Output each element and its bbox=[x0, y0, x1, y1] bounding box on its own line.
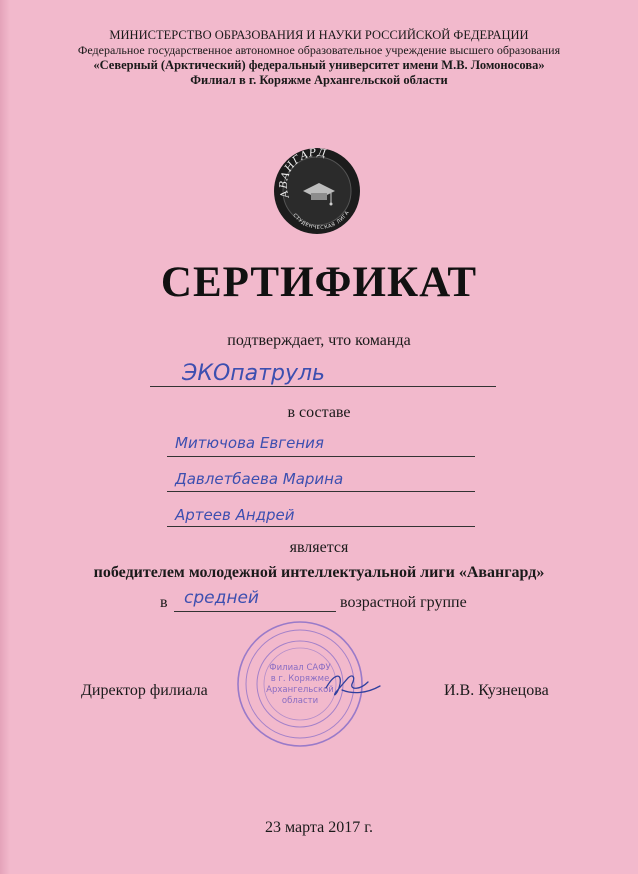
logo-title: АВАНГАРД bbox=[277, 146, 328, 200]
member-1-underline bbox=[167, 456, 475, 457]
group-prefix: в bbox=[160, 594, 168, 611]
stamp-line-2: в г. Коряжме bbox=[270, 674, 330, 684]
confirms-text: подтверждает, что команда bbox=[227, 332, 411, 349]
certificate-title: СЕРТИФИКАТ bbox=[160, 259, 478, 306]
director-name: И.В. Кузнецова bbox=[444, 682, 549, 699]
ministry-name: МИНИСТЕРСТВО ОБРАЗОВАНИЯ И НАУКИ РОССИЙСКОЙ ФЕДЕРАЦИИ bbox=[109, 28, 529, 42]
university-name: «Северный (Арктический) федеральный университет имени М.В. Ломоносова» bbox=[93, 58, 545, 72]
stamp-line-3: Архангельской bbox=[266, 685, 334, 695]
director-label: Директор филиала bbox=[81, 682, 208, 699]
group-value: средней bbox=[184, 588, 259, 608]
member-1: Митючова Евгения bbox=[175, 434, 324, 452]
stamp-line-1: Филиал САФУ bbox=[269, 663, 331, 673]
member-3-underline bbox=[167, 526, 475, 527]
director-signature bbox=[322, 668, 382, 702]
group-suffix: возрастной группе bbox=[340, 594, 467, 611]
paper-edge-shadow bbox=[0, 0, 10, 874]
is-text: является bbox=[289, 539, 349, 556]
stamp-line-4: области bbox=[281, 696, 319, 706]
team-name: ЭКОпатруль bbox=[182, 361, 325, 386]
member-3: Артеев Андрей bbox=[175, 506, 295, 524]
branch-name: Филиал в г. Коряжме Архангельской области bbox=[190, 73, 448, 87]
header bbox=[0, 28, 638, 88]
issue-date: 23 марта 2017 г. bbox=[265, 819, 373, 836]
composition-text: в составе bbox=[287, 404, 351, 421]
team-underline bbox=[150, 386, 496, 387]
institution-type: Федеральное государственное автономное образовательное учреждение высшего образования bbox=[77, 43, 561, 57]
member-2-underline bbox=[167, 491, 475, 492]
avangard-logo bbox=[273, 135, 361, 245]
achievement-text: победителем молодежной интеллектуальной лиги «Авангард» bbox=[93, 564, 545, 581]
member-2: Давлетбаева Марина bbox=[175, 470, 344, 488]
group-underline bbox=[174, 611, 336, 612]
logo-ring-text: СТУДЕНЧЕСКАЯ ЛИГА bbox=[291, 209, 351, 232]
